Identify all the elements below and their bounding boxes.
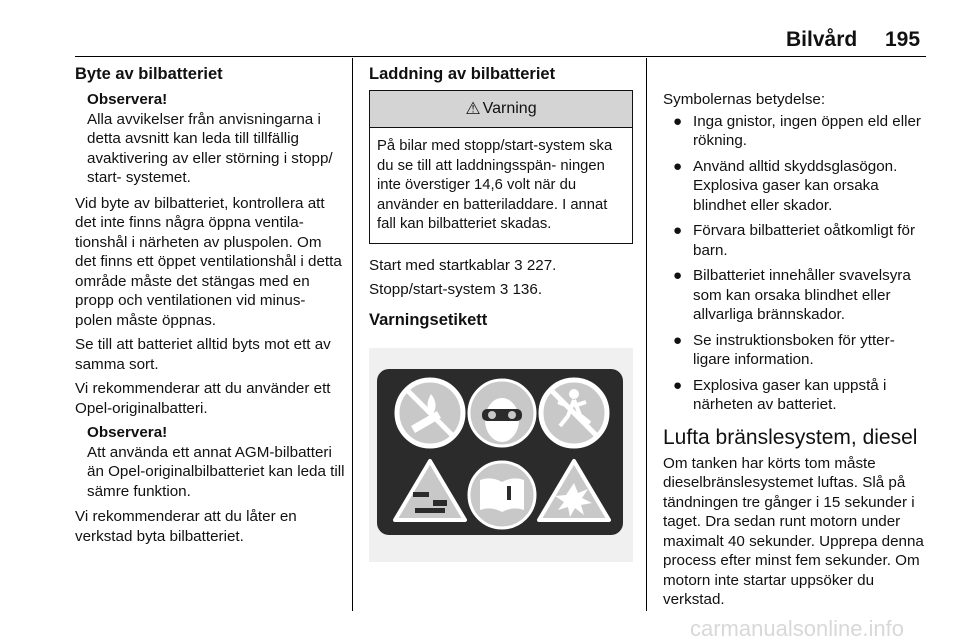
warning-header [370, 91, 632, 128]
footer-watermark: carmanualsonline.info [690, 616, 905, 641]
column-battery-charging [369, 64, 633, 567]
note-text: Att använda ett annat AGM-bilbatteri än Opel-originalbilbatteriet kan leda till sämre funktion. [87, 443, 345, 500]
list-item-text: Förvara bilbatteriet oåtkomligt för barn. [693, 222, 915, 259]
list-item-text: Se instruktionsboken för ytter- ligare information. [693, 331, 895, 368]
column-divider [352, 58, 353, 611]
warning-label-image [369, 348, 633, 562]
bullet-icon: ● [673, 222, 683, 239]
list-item-text: Inga gnistor, ingen öppen eld eller rökning. [693, 112, 921, 149]
no-fire-smoking-icon [397, 380, 463, 446]
paragraph: Vi rekommenderar att du använder ett Opel-originalbatteri. [75, 380, 331, 417]
warning-box [369, 90, 633, 244]
note-block [75, 90, 345, 188]
note-text: Alla avvikelser från anvisningarna i detta avsnitt kan leda till tillfällig avaktivering av eller störning i stopp/ start- systemet. [87, 110, 333, 186]
paragraph: Vid byte av bilbatteriet, kontrollera att det inte finns några öppna ventila- tionshål i närheten av pluspolen. Om det finns ett öppet ventilationshål i detta område måste det stängas med en propp och ventilationen vid minus- polen måste öppnas. [75, 194, 342, 329]
list-item-text: Explosiva gaser kan uppstå i närheten av batteriet. [693, 376, 887, 413]
column-divider [646, 58, 647, 611]
list-item-text: Bilbatteriet innehåller svavelsyra som kan orsaka blindhet eller allvarliga brännskador. [693, 267, 911, 323]
section-heading: Laddning av bilbatteriet [369, 65, 556, 83]
note-block [75, 423, 345, 501]
bullet-icon: ● [673, 112, 683, 130]
paragraph: Se till att batteriet alltid byts mot ett av samma sort. [75, 336, 331, 373]
list-item [663, 376, 935, 415]
paragraph: Symbolernas betydelse: [663, 91, 826, 108]
keep-children-away-icon [541, 380, 607, 446]
list-item [663, 221, 935, 260]
subheading: Varningsetikett [369, 310, 488, 329]
list-item [663, 266, 935, 325]
cross-reference-link[interactable]: Stopp/start-system 3 136. [369, 281, 543, 298]
cross-reference-link[interactable]: Start med startkablar 3 227. [369, 256, 557, 274]
bullet-icon: ● [673, 331, 683, 349]
page-section-title: Bilvård [786, 28, 858, 51]
warning-text: På bilar med stopp/start-system ska du se till att laddningsspän- ningen inte överstiger 14,6 volt när du använder en batteriladdare. I annat fall kan bilbatteriet skadas. [377, 138, 613, 232]
note-title: Observera! [87, 91, 168, 108]
page-number: 195 [885, 28, 921, 51]
section-heading: Byte av bilbatteriet [75, 65, 223, 83]
bullet-icon: ● [673, 376, 683, 394]
bullet-icon: ● [673, 157, 683, 175]
read-manual-icon [469, 462, 535, 528]
symbol-meaning-list [663, 112, 935, 415]
note-title: Observera! [87, 424, 168, 441]
column-battery-replacement [75, 64, 345, 551]
paragraph: Om tanken har körts tom måste dieselbränslesystemet luftas. Slå på tändningen tre gånger i 15 sekunder i taget. Dra sedan runt motorn under maximalt 40 sekunder. Upprepa denna process efter minst fem sekunder. Om motorn inte startar uppsöker du verkstad. [663, 454, 924, 608]
list-item [663, 112, 935, 151]
header-rule [75, 56, 926, 57]
column-symbols-and-diesel [663, 90, 935, 615]
section-heading: Lufta bränslesystem, diesel [663, 425, 918, 449]
warning-title: Varning [482, 100, 537, 118]
paragraph: Vi rekommenderar att du låter en verkstad byta bilbatteriet. [75, 508, 297, 545]
safety-goggles-icon [469, 380, 535, 446]
warning-triangle-icon: ⚠ [465, 99, 481, 119]
list-item [663, 331, 935, 370]
list-item-text: Använd alltid skyddsglasögon. Explosiva gaser kan orsaka blindhet eller skador. [693, 157, 898, 214]
list-item [663, 157, 935, 216]
bullet-icon: ● [673, 267, 683, 284]
